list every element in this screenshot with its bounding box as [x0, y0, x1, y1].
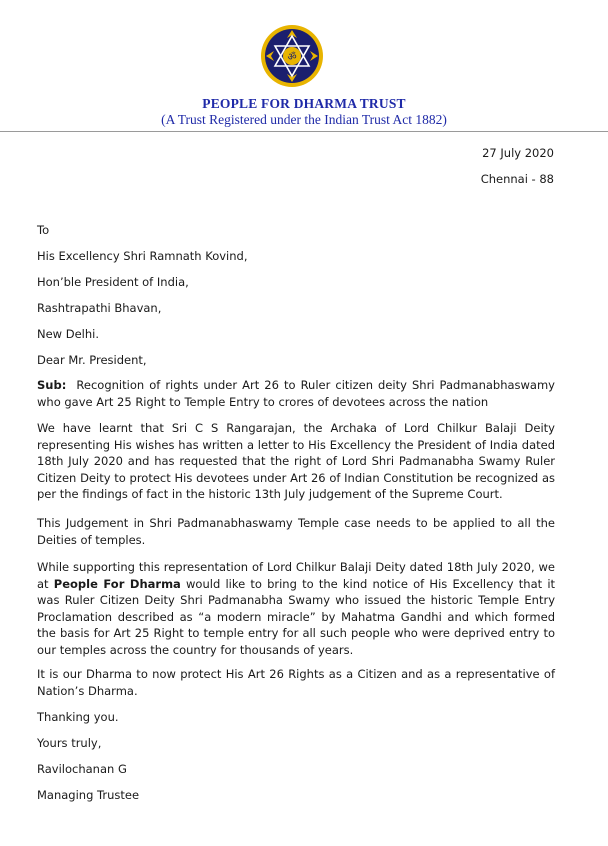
salutation: Dear Mr. President, [37, 353, 147, 367]
signatory-title: Managing Trustee [37, 788, 140, 802]
addressee-line: Rashtrapathi Bhavan, [37, 301, 162, 315]
addressee-line: Hon’ble President of India, [37, 275, 189, 289]
paragraph-3-end: would like to bring to the kind notice of His Excellency that it was Ruler Citizen Deity Shri Padmanabha Swamy who issued the historic Temple Entry Proclamation described as “a modern miracle” by Mahatma Gandhi and which formed the basis for Art 25 Right to temple entry for all such people who were deprived entry to our temples across the country for thousands of years. [37, 576, 556, 657]
paragraph-3-start: While supporting this representation of Lord Chilkur Balaji Deity dated 18th July 2020, we at [37, 560, 555, 591]
paragraph-2: This Judgement in Shri Padmanabhaswamy Temple case needs to be applied to all the Deities of temples. [37, 516, 555, 547]
letter-place: Chennai - 88 [480, 172, 554, 186]
signatory-name: Ravilochanan G [37, 762, 127, 776]
paragraph-3 [37, 559, 555, 658]
subject-label: Sub: [37, 378, 67, 392]
letter-date: 27 July 2020 [482, 146, 554, 160]
addressee-line: His Excellency Shri Ramnath Kovind, [37, 249, 248, 263]
subject-text: Recognition of rights under Art 26 to Ruler citizen deity Shri Padmanabhaswamy who gave Art 25 Right to Temple Entry to crores of devotees across the nation [37, 378, 555, 409]
subject-line [37, 377, 555, 410]
org-subtitle: (A Trust Registered under the Indian Trust Act 1882) [161, 112, 447, 127]
org-mention: People For Dharma [53, 576, 181, 591]
closing-thanks: Thanking you. [37, 710, 119, 724]
header-divider [0, 131, 608, 132]
addressee-line: New Delhi. [37, 327, 100, 341]
paragraph-4: It is our Dharma to now protect His Art 26 Rights as a Citizen and as a representative of Nation’s Dharma. [37, 667, 555, 698]
paragraph-1: We have learnt that Sri C S Rangarajan, the Archaka of Lord Chilkur Balaji Deity representing His wishes has written a letter to His Excellency the President of India dated 18th July 2020 and has requested that the right of Lord Shri Padmanabha Swamy Ruler Citizen Deity to protect His devotees under Art 26 of Indian Constitution be recognized as per the findings of fact in the historic 13th July judgement of the Supreme Court. [37, 421, 555, 501]
dharma-emblem-icon [258, 22, 326, 90]
to-label: To [37, 223, 50, 237]
closing-yours: Yours truly, [37, 736, 102, 750]
org-name: PEOPLE FOR DHARMA TRUST [202, 96, 406, 111]
svg-text:ॐ: ॐ [287, 52, 297, 63]
